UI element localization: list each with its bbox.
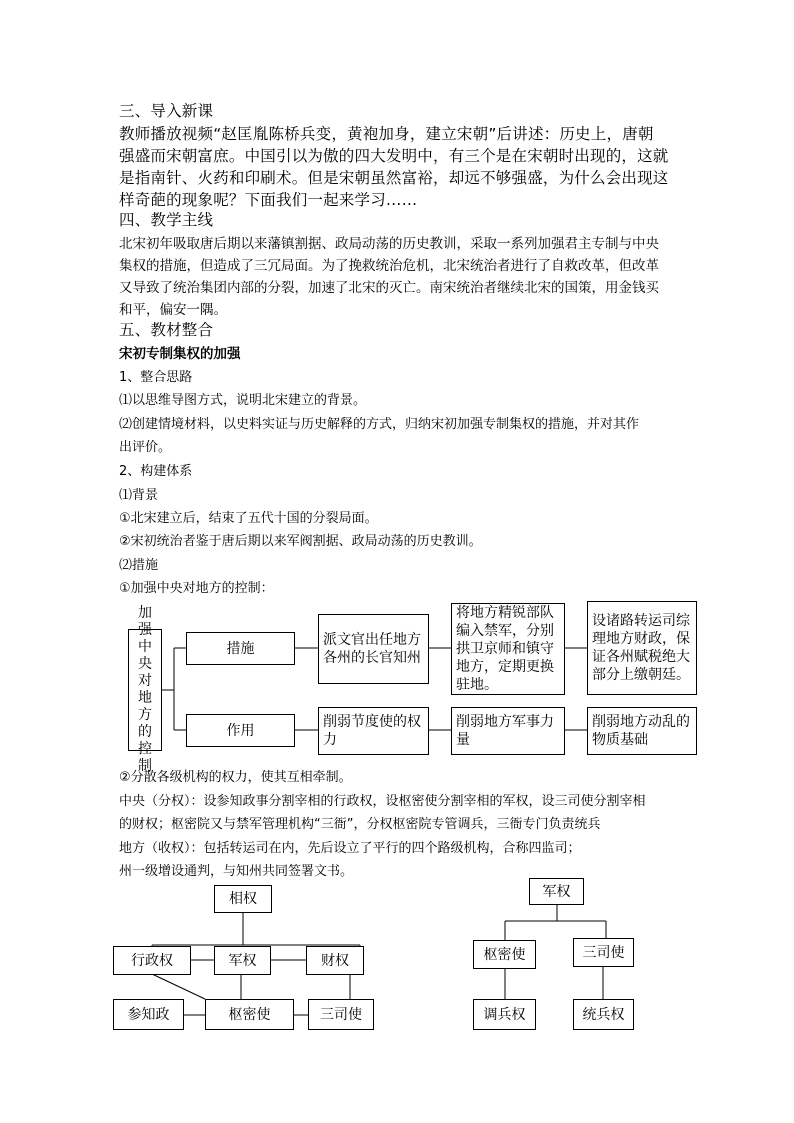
section-4-title: 四、教学主线 (119, 211, 214, 229)
paragraph-text: 的财权；枢密院又与禁军管理机构“三衙”，分权枢密院专管调兵，三衙专门负责统兵 (119, 817, 601, 832)
vice-chancellor-box: 参知政 (113, 999, 184, 1030)
measure-box: 派文官出任地方各州的长官知州 (318, 614, 429, 684)
paragraph-heading: 2、构建体系 (119, 464, 193, 479)
paragraph-heading: 1、整合思路 (119, 370, 193, 385)
measure-label-box: 措施 (186, 632, 295, 665)
paragraph-text: 地方（收权）：包括转运司在内，先后设立了平行的四个路级机构，合称四监司； (119, 841, 581, 856)
section-4-text-line: 又导致了统治集团内部的分裂，加速了北宋的灭亡。南宋统治者继续北宋的国策，用金钱买 (119, 280, 659, 296)
troop-command-power-box: 统兵权 (573, 999, 634, 1030)
paragraph-text: 中央（分权）：设参知政事分割宰相的行政权，设枢密使分割宰相的军权，设三司使分割宰相 (119, 794, 646, 809)
effect-box: 削弱地方动乱的物质基础 (587, 707, 697, 755)
paragraph-text: ②分散各级机构的权力，使其互相牵制。 (119, 770, 352, 785)
paragraph-text: ①加强中央对地方的控制： (119, 581, 274, 596)
finance-commissioner-box: 三司使 (308, 999, 374, 1030)
paragraph-text: 出评价。 (119, 440, 172, 455)
financial-power-box: 财权 (306, 946, 364, 975)
section-3-text-line: 是指南针、火药和印刷术。但是宋朝虽然富裕，却远不够强盛，为什么会出现这 (119, 169, 669, 187)
three-bureaus-box: 三司使 (573, 938, 634, 967)
section-3-title: 三、导入新课 (119, 102, 214, 120)
paragraph-text: ②宋初统治者鉴于唐后期以来军阀割据、政局动荡的历史教训。 (119, 534, 482, 549)
section-3-text-line: 样奇葩的现象呢？下面我们一起来学习…… (119, 191, 418, 209)
paragraph-heading: ⑵措施 (119, 558, 159, 573)
paragraph-heading: ⑴背景 (119, 488, 159, 503)
section-3-text-line: 教师播放视频“赵匡胤陈桥兵变，黄袍加身，建立宋朝”后讲述：历史上，唐朝 (119, 125, 654, 143)
topic-heading: 宋初专制集权的加强 (119, 346, 241, 362)
section-4-text-line: 北宋初年吸取唐后期以来藩镇割据、政局动荡的历史教训，采取一系列加强君主专制与中央 (119, 236, 659, 252)
military-commissioner-box: 枢密使 (205, 999, 294, 1030)
troop-dispatch-power-box: 调兵权 (473, 999, 536, 1030)
chancellor-power-box: 相权 (214, 885, 272, 913)
paragraph-text: 州一级增设通判，与知州共同签署文书。 (119, 864, 354, 879)
paragraph-text: ⑵创建情境材料，以史料实证与历史解释的方式，归纳宋初加强专制集权的措施，并对其作 (119, 417, 640, 432)
section-3-text-line: 强盛而宋朝富庶。中国引以为傲的四大发明中，有三个是在宋朝时出现的，这就 (119, 147, 669, 165)
measure-box: 将地方精锐部队编入禁军，分别拱卫京师和镇守地方，定期更换驻地。 (451, 603, 565, 695)
military-commissioner-box: 枢密使 (473, 940, 536, 969)
effect-box: 削弱地方军事力量 (451, 707, 565, 755)
measure-box: 设诸路转运司综理地方财政，保证各州赋税绝大部分上缴朝廷。 (587, 601, 697, 695)
section-5-title: 五、教材整合 (119, 321, 214, 339)
military-power-box: 军权 (214, 946, 271, 975)
effect-label-box: 作用 (186, 714, 295, 747)
paragraph-text: ①北宋建立后，结束了五代十国的分裂局面。 (119, 511, 378, 526)
diagram-root-box: 加强中央对地方的控制 (128, 629, 162, 751)
administrative-power-box: 行政权 (113, 946, 191, 975)
paragraph-text: ⑴以思维导图方式，说明北宋建立的背景。 (119, 393, 367, 408)
section-4-text-line: 和平，偏安一隅。 (119, 302, 227, 318)
effect-box: 削弱节度使的权力 (318, 707, 429, 755)
section-4-text-line: 集权的措施，但造成了三冗局面。为了挽救统治危机，北宋统治者进行了自救改革，但改革 (119, 258, 659, 274)
military-power-top-box: 军权 (529, 878, 584, 905)
